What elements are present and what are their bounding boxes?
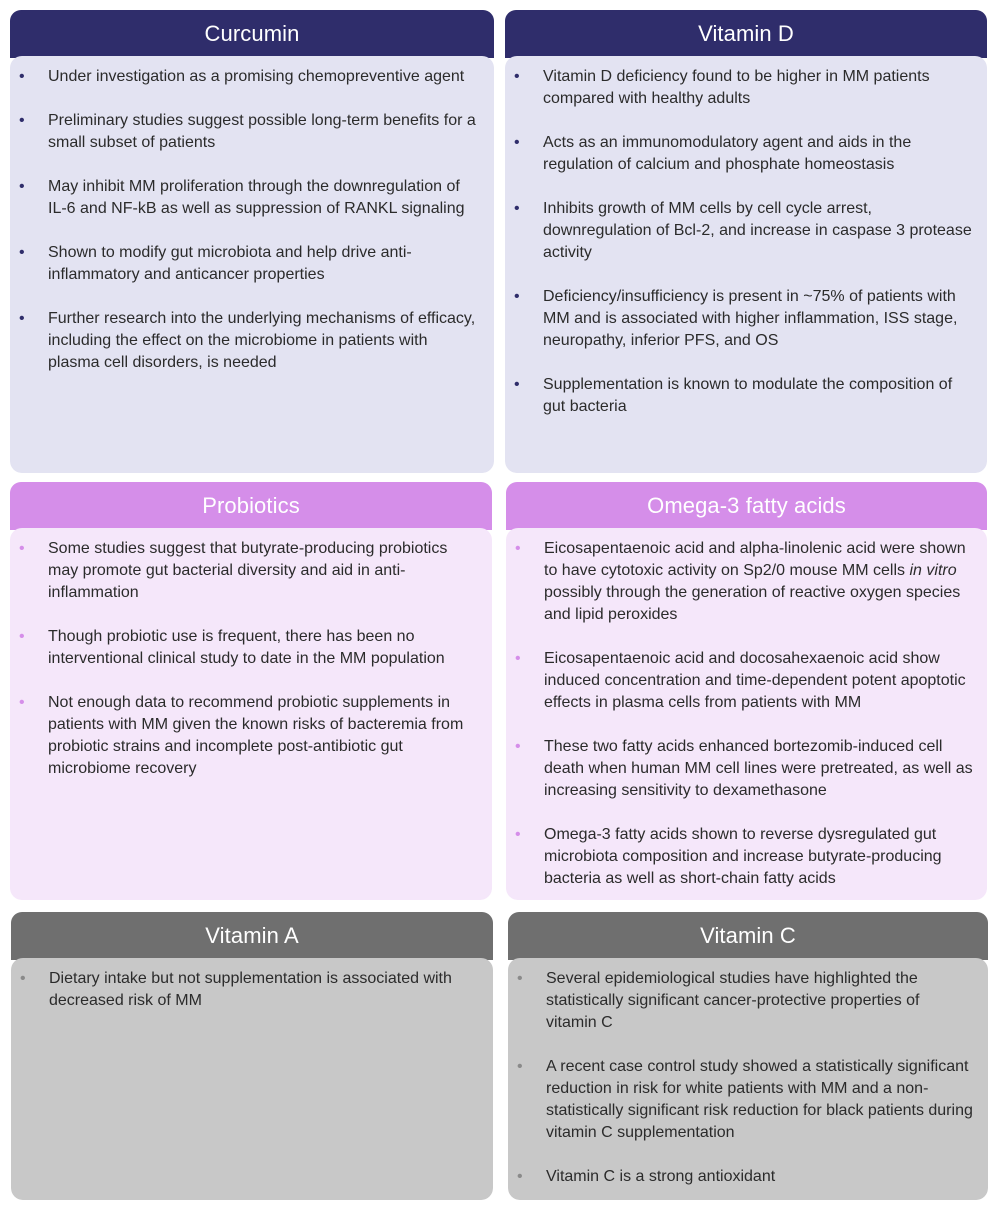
list-item: • Inhibits growth of MM cells by cell cycle arrest, downregulation of Bcl-2, and increase in caspase 3 protease activity xyxy=(514,200,972,261)
bullet-icon: • xyxy=(19,178,25,195)
bullet-icon: • xyxy=(514,376,520,393)
list-item: • Acts as an immunomodulatory agent and aids in the regulation of calcium and phosphate homeostasis xyxy=(514,134,912,173)
bullet-list xyxy=(10,538,478,780)
vitamin-a-card xyxy=(11,912,493,1200)
vitamin-c-card xyxy=(508,912,988,1200)
list-item: • Vitamin C is a strong antioxidant xyxy=(508,1166,974,1188)
bullet-list xyxy=(505,66,973,418)
bullet-list xyxy=(10,66,480,374)
bullet-icon: • xyxy=(19,112,25,129)
list-item: • Several epidemiological studies have highlighted the statistically significant cancer-protective properties of vitamin C xyxy=(517,970,920,1031)
bullet-icon: • xyxy=(19,68,25,85)
list-item: • A recent case control study showed a statistically significant reduction in risk for white patients with MM and a non-statistically significant risk reduction for black patients during vitamin C supplementation xyxy=(517,1058,973,1141)
list-item: • Further research into the underlying mechanisms of efficacy, including the effect on the microbiome in patients with plasma cell disorders, is needed xyxy=(19,310,476,371)
list-item: • Shown to modify gut microbiota and help drive anti-inflammatory and anticancer properties xyxy=(19,244,412,283)
card-title: Probiotics xyxy=(10,482,492,530)
card-body xyxy=(506,528,987,900)
bullet-icon: • xyxy=(515,738,521,755)
bullet-icon: • xyxy=(515,540,521,557)
card-title: Vitamin A xyxy=(11,912,493,960)
card-title: Vitamin D xyxy=(505,10,987,58)
vitamin-d-card xyxy=(505,10,987,473)
card-title: Omega-3 fatty acids xyxy=(506,482,987,530)
bullet-icon: • xyxy=(19,694,25,711)
list-item: • Not enough data to recommend probiotic supplements in patients with MM given the known risks of bacteremia from probiotic strains and incomplete post-antibiotic gut microbiome recovery xyxy=(19,694,464,777)
curcumin-card xyxy=(10,10,494,473)
bullet-icon: • xyxy=(514,200,520,217)
bullet-icon: • xyxy=(514,68,520,85)
bullet-list xyxy=(11,968,479,1012)
bullet-list xyxy=(508,968,974,1188)
list-item: • Vitamin D deficiency found to be higher in MM patients compared with healthy adults xyxy=(514,68,930,107)
bullet-icon: • xyxy=(517,970,523,987)
list-item: • Dietary intake but not supplementation is associated with decreased risk of MM xyxy=(20,970,452,1009)
list-item: • Some studies suggest that butyrate-producing probiotics may promote gut bacterial diversity and aid in anti-inflammation xyxy=(19,540,448,601)
list-item: • Supplementation is known to modulate the composition of gut bacteria xyxy=(514,376,953,415)
bullet-icon: • xyxy=(20,970,26,987)
bullet-icon: • xyxy=(19,540,25,557)
bullet-icon: • xyxy=(19,628,25,645)
bullet-icon: • xyxy=(515,826,521,843)
card-body xyxy=(10,56,494,473)
list-item: • These two fatty acids enhanced bortezomib-induced cell death when human MM cell lines were pretreated, as well as increasing sensitivity to dexamethasone xyxy=(515,738,973,799)
bullet-icon: • xyxy=(514,288,520,305)
bullet-icon: • xyxy=(19,310,25,327)
list-item: • Preliminary studies suggest possible long-term benefits for a small subset of patients xyxy=(19,112,476,151)
bullet-icon: • xyxy=(514,134,520,151)
card-body xyxy=(508,958,988,1200)
bullet-list xyxy=(506,538,973,890)
card-body xyxy=(10,528,492,900)
list-item: • Under investigation as a promising chemopreventive agent xyxy=(10,66,480,88)
list-item: • Omega-3 fatty acids shown to reverse dysregulated gut microbiota composition and increase butyrate-producing bacteria as well as short-chain fatty acids xyxy=(515,826,942,887)
omega-3-card xyxy=(506,482,987,900)
bullet-icon: • xyxy=(517,1168,523,1185)
bullet-icon: • xyxy=(517,1058,523,1075)
list-item: • Eicosapentaenoic acid and docosahexaenoic acid show induced concentration and time-dependent potent apoptotic effects in plasma cells from patients with MM xyxy=(515,650,966,711)
list-item: • Deficiency/insufficiency is present in ~75% of patients with MM and is associated with higher inflammation, ISS stage, neuropathy, inferior PFS, and OS xyxy=(514,288,958,349)
list-item: • Though probiotic use is frequent, there has been no interventional clinical study to date in the MM population xyxy=(19,628,445,667)
card-title: Curcumin xyxy=(10,10,494,58)
list-item: • May inhibit MM proliferation through the downregulation of IL-6 and NF-kB as well as suppression of RANKL signaling xyxy=(19,178,465,217)
card-title: Vitamin C xyxy=(508,912,988,960)
probiotics-card xyxy=(10,482,492,900)
bullet-icon: • xyxy=(19,244,25,261)
list-item: • Eicosapentaenoic acid and alpha-linolenic acid were shown to have cytotoxic activity on Sp2/0 mouse MM cells in vitro possibly through the generation of reactive oxygen species and lipid peroxides xyxy=(515,540,966,623)
card-body xyxy=(505,56,987,473)
bullet-icon: • xyxy=(515,650,521,667)
card-body xyxy=(11,958,493,1200)
